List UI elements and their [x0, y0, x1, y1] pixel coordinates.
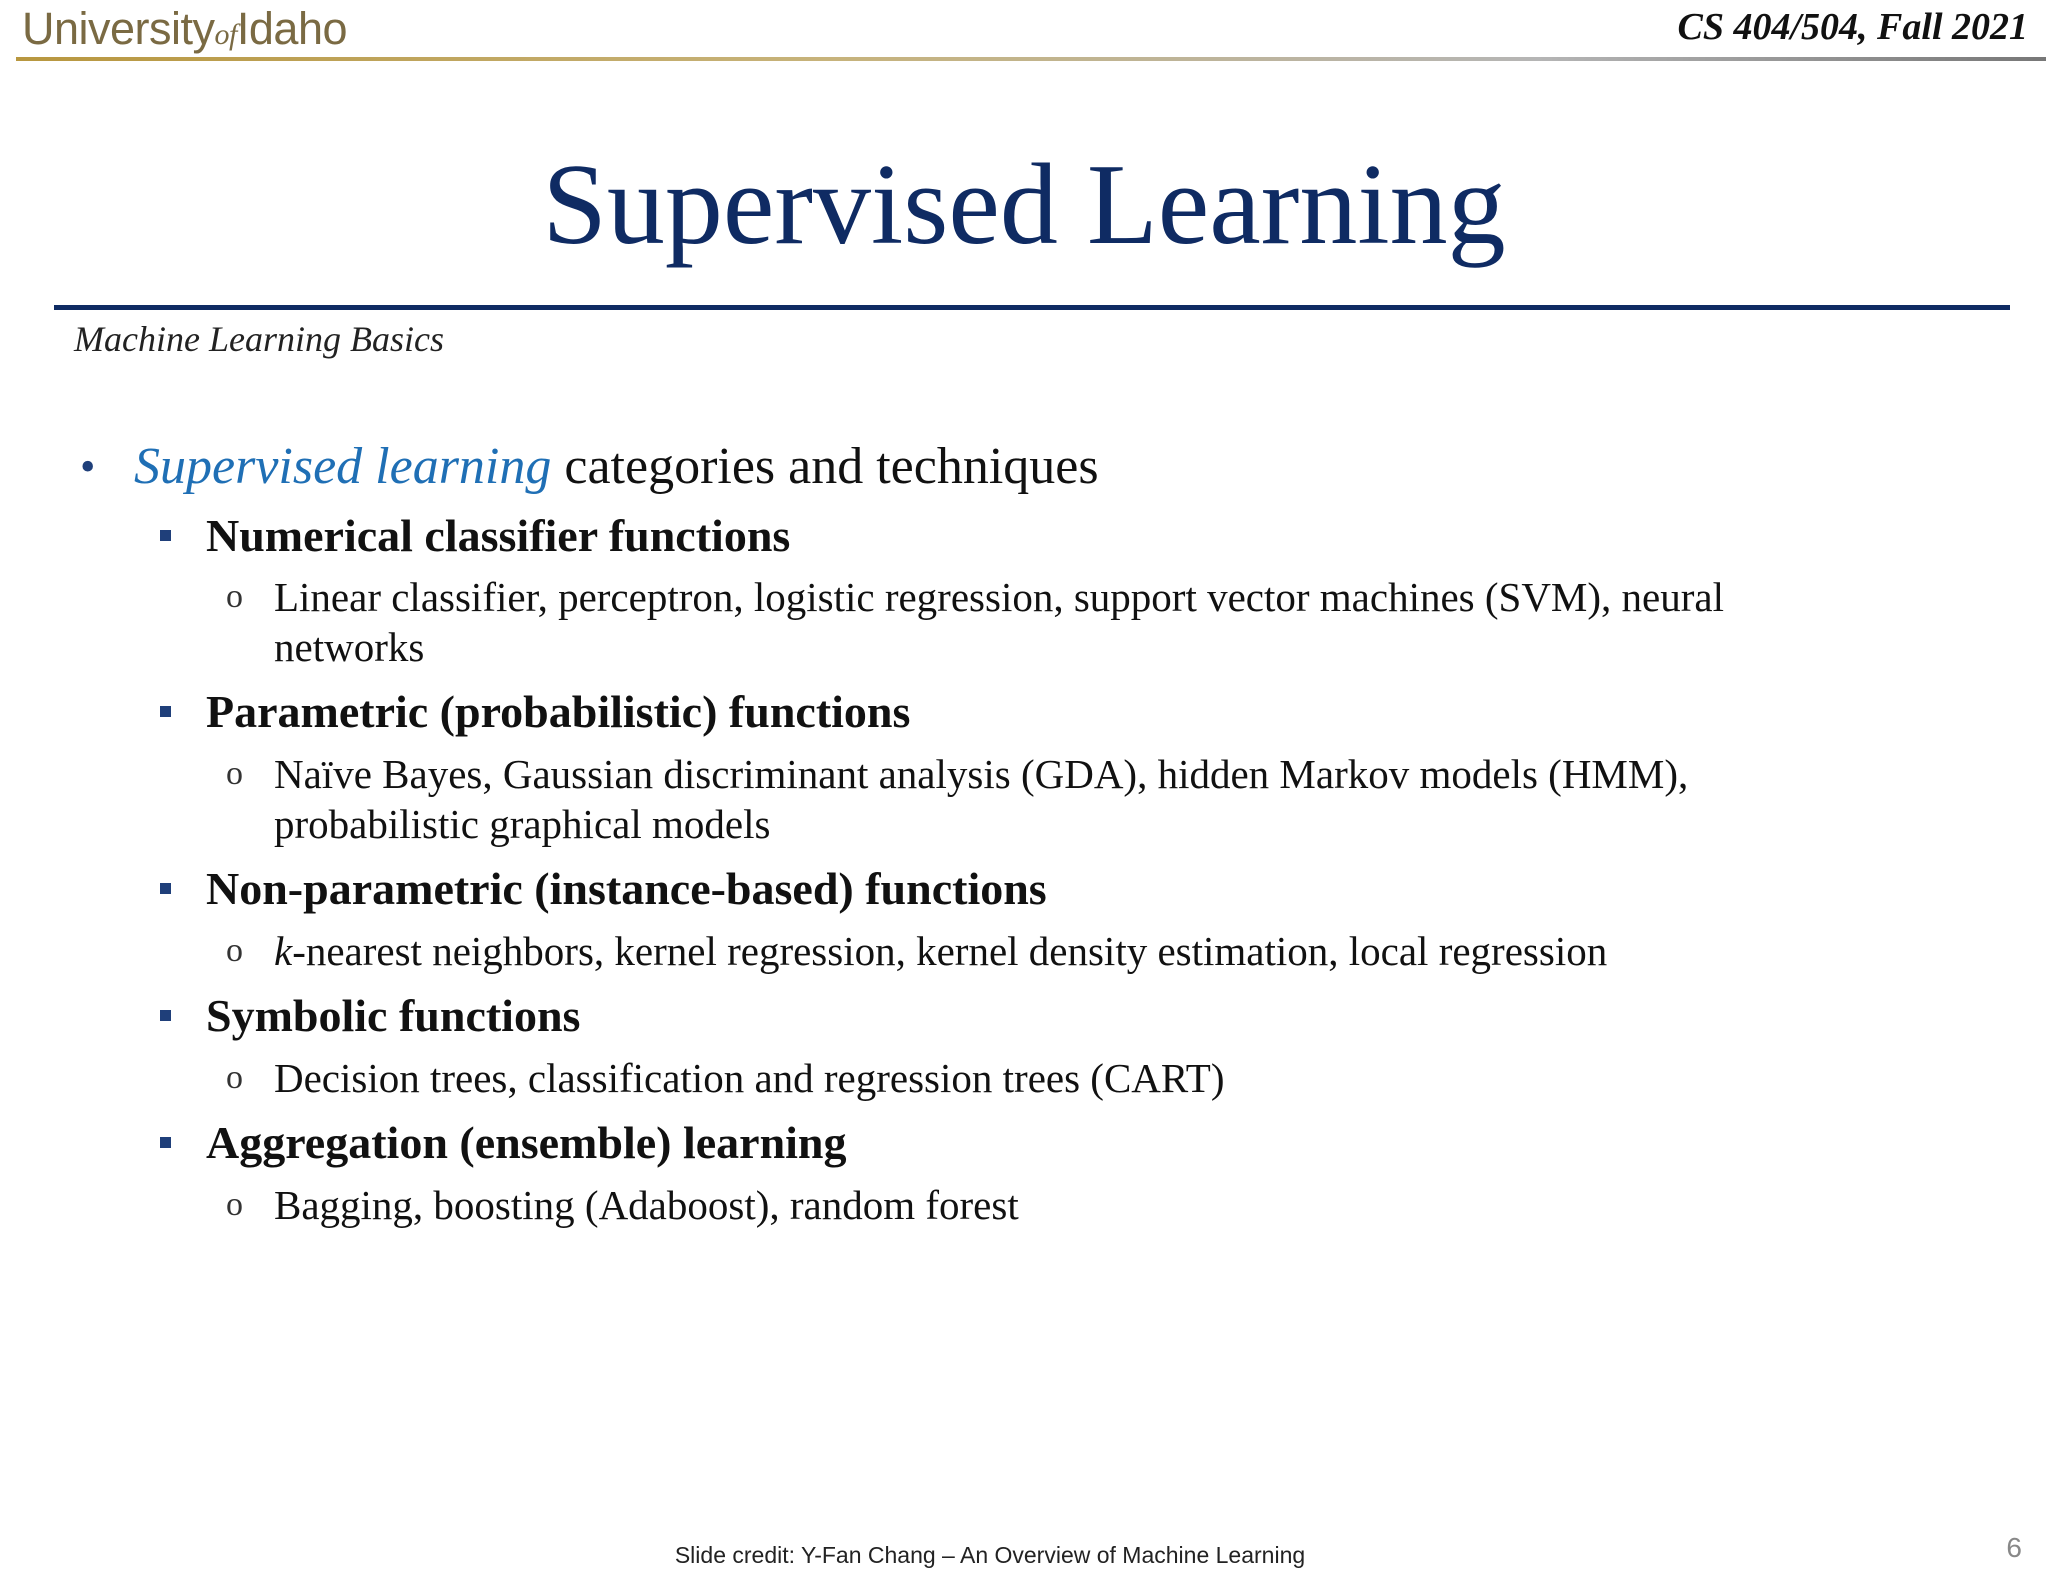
logo-of: of	[214, 18, 237, 51]
circle-bullet-icon: o	[226, 1186, 243, 1223]
logo-end: Idaho	[236, 3, 348, 54]
course-label: CS 404/504, Fall 2021	[1677, 6, 2028, 48]
square-bullet-icon	[160, 530, 171, 541]
slide-title: Supervised Learning	[542, 141, 1506, 269]
square-bullet-icon	[160, 706, 171, 717]
slide-subtitle: Machine Learning Basics	[74, 319, 444, 359]
circle-bullet-icon: o	[226, 578, 243, 615]
intro-highlight: Supervised learning	[134, 438, 552, 495]
square-bullet-icon	[160, 1137, 171, 1148]
square-bullet-icon	[160, 1010, 171, 1021]
square-bullet-icon	[160, 883, 171, 894]
intro-text: categories and techniques	[551, 438, 1099, 495]
slide-credit: Slide credit: Y-Fan Chang – An Overview of Machine Learning	[674, 1542, 1306, 1568]
circle-bullet-icon: o	[226, 755, 243, 792]
university-logo	[22, 0, 347, 64]
logo-main: University	[22, 3, 215, 54]
k-italic: k	[274, 928, 293, 974]
header-divider	[16, 57, 2046, 61]
slide: UniversityofIdaho CS 404/504, Fall 2021 Supervised Learning Machine Learning Basics • Supervised learning categories and techniques Numerical classifier functions o Linear classifier, perceptron, logistic regression, support vector machines (SVM), neural networks Parametric (probabilistic) functions o Naïve Bayes, Gaussian discriminant analysis (GDA), hidden Markov models (HMM), probabilistic graphical models Non-parametric (instance-based) functions o k-nearest neighbors, kernel regression, kernel density estimation, local regression Symbolic functions o Decision trees, classification and regression trees (CART) Aggregation (ensemble) learning o Bagging, boosting (Adaboost), random forest Slide credit: Y-Fan Chang – An Overview of Machine Learning 6	[0, 0, 2048, 1582]
title-divider	[54, 305, 2010, 310]
circle-bullet-icon: o	[226, 1059, 243, 1096]
page-number: 6	[2006, 1532, 2022, 1563]
circle-bullet-icon: o	[226, 932, 243, 969]
bullet-dot-icon: •	[80, 442, 96, 491]
